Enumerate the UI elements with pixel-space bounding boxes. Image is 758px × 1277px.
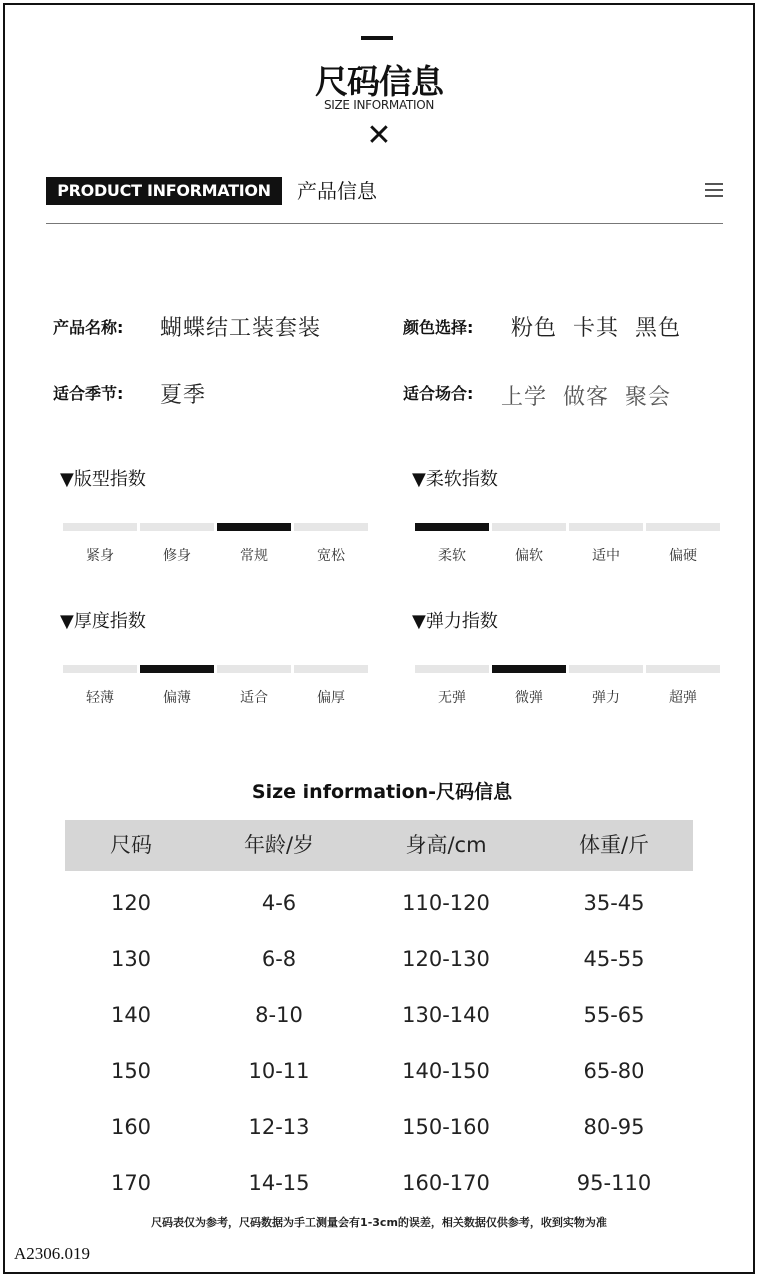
scale-label: 无弹 (438, 690, 466, 706)
table-cell: 55-65 (583, 1003, 645, 1027)
scale-label: 微弹 (515, 690, 543, 706)
size-info-subtitle: SIZE INFORMATION (323, 98, 435, 112)
index-title: ▼弹力指数 (412, 611, 498, 632)
scale-label: 偏硬 (669, 548, 697, 564)
table-cell: 130-140 (402, 1003, 490, 1027)
product-name-value: 蝴蝶结工装套装 (160, 316, 322, 341)
scale-segment-selected (140, 665, 214, 673)
season-value: 夏季 (160, 383, 207, 408)
scale-label: 适中 (592, 548, 620, 564)
scale-label: 紧身 (86, 548, 114, 564)
index-title: ▼柔软指数 (412, 469, 498, 490)
occasion-label: 适合场合: (403, 384, 474, 403)
x-mark-icon: ✕ (366, 118, 392, 153)
table-cell: 10-11 (248, 1059, 310, 1083)
table-header-cell: 年龄/岁 (243, 833, 315, 857)
scale-segment (63, 665, 137, 673)
product-name-label: 产品名称: (53, 318, 124, 337)
scale-label: 偏厚 (317, 690, 345, 706)
scale-label: 轻薄 (86, 690, 114, 706)
scale-label: 宽松 (317, 548, 345, 564)
scale-segment (217, 665, 291, 673)
table-header-cell: 体重/斤 (578, 833, 650, 857)
scale-label: 常规 (240, 548, 268, 564)
scale-label: 超弹 (669, 690, 697, 706)
table-cell: 4-6 (261, 891, 297, 915)
table-cell: 120-130 (402, 947, 490, 971)
table-cell: 6-8 (261, 947, 297, 971)
table-cell: 110-120 (402, 891, 490, 915)
season-label: 适合季节: (53, 384, 124, 403)
hamburger-icon (705, 183, 723, 197)
scale-label: 修身 (163, 548, 191, 564)
table-cell: 150 (110, 1059, 152, 1083)
table-cell: 12-13 (248, 1115, 310, 1139)
scale-segment (569, 665, 643, 673)
table-cell: 120 (110, 891, 152, 915)
table-cell: 35-45 (583, 891, 645, 915)
product-information-title: 产品信息 (297, 179, 377, 203)
header-accent-bar (361, 36, 393, 40)
scale-label: 柔软 (438, 548, 466, 564)
scale-segment-selected (415, 523, 489, 531)
scale-segment (415, 665, 489, 673)
table-header-cell: 身高/cm (405, 833, 487, 857)
scale-segment (294, 523, 368, 531)
scale-label: 偏薄 (163, 690, 191, 706)
scale-segment (646, 523, 720, 531)
size-footnote: 尺码表仅为参考，尺码数据为手工测量会有1-3cm的误差，相关数据仅供参考，收到实物为准 (151, 1216, 607, 1229)
scale-segment-selected (217, 523, 291, 531)
table-cell: 8-10 (255, 1003, 303, 1027)
table-cell: 160-170 (402, 1171, 490, 1195)
index-title: ▼版型指数 (60, 469, 146, 490)
table-cell: 140-150 (402, 1059, 490, 1083)
table-cell: 160 (110, 1115, 152, 1139)
size-info-title: 尺码信息 (315, 62, 443, 101)
table-cell: 150-160 (402, 1115, 490, 1139)
product-code: A2306.019 (14, 1244, 91, 1263)
table-cell: 80-95 (583, 1115, 645, 1139)
scale-segment-selected (492, 665, 566, 673)
scale-label: 偏软 (515, 548, 543, 564)
scale-label: 弹力 (592, 690, 620, 706)
scale-segment (646, 665, 720, 673)
scale-segment (294, 665, 368, 673)
scale-segment (63, 523, 137, 531)
table-cell: 140 (110, 1003, 152, 1027)
table-cell: 14-15 (248, 1171, 310, 1195)
scale-segment (492, 523, 566, 531)
table-cell: 170 (110, 1171, 152, 1195)
section-divider (46, 223, 723, 224)
scale-label: 适合 (240, 690, 268, 706)
color-value: 粉色 卡其 黑色 (511, 316, 681, 341)
scale-segment (140, 523, 214, 531)
table-cell: 45-55 (583, 947, 645, 971)
occasion-value: 上学 做客 聚会 (501, 385, 671, 410)
table-header-cell: 尺码 (110, 833, 152, 857)
table-cell: 95-110 (576, 1171, 652, 1195)
color-label: 颜色选择: (403, 318, 474, 337)
size-table-title: Size information-尺码信息 (251, 781, 513, 803)
product-information-badge: PRODUCT INFORMATION (46, 177, 282, 205)
table-cell: 130 (110, 947, 152, 971)
scale-segment (569, 523, 643, 531)
table-cell: 65-80 (583, 1059, 645, 1083)
index-title: ▼厚度指数 (60, 611, 146, 632)
